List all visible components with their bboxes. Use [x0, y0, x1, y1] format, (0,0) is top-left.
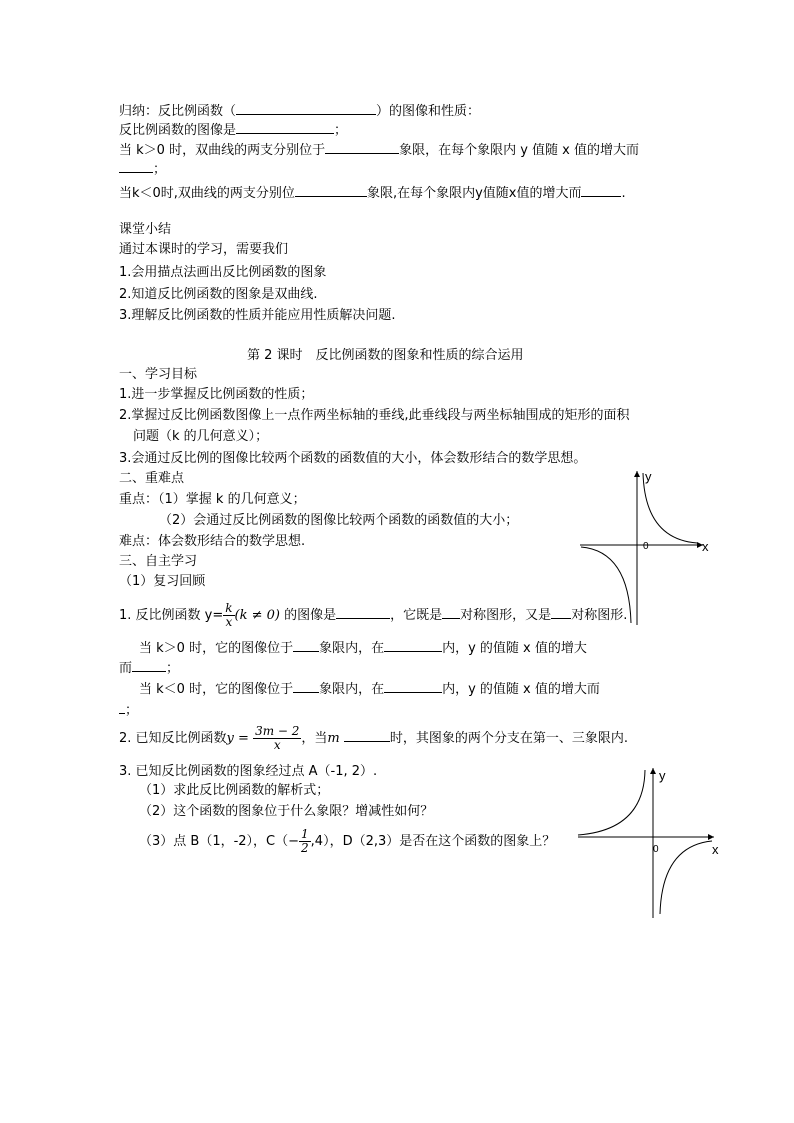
numerator: k	[225, 601, 233, 615]
blank	[132, 658, 166, 672]
lesson-title: 第 2 课时 反比例函数的图象和性质的综合运用	[247, 348, 524, 363]
summary-line-5	[119, 183, 626, 203]
summary-text: .	[621, 186, 626, 201]
summary-line-3	[119, 140, 639, 160]
q3-text: ,4），D（2,3）是否在这个函数的图象上？	[310, 834, 556, 849]
summary-text: 象限,在每个象限内y值随x值的增大而	[366, 186, 582, 201]
y-axis-label: y	[645, 469, 652, 484]
q1-text: ，它既是	[390, 608, 443, 623]
blank	[336, 605, 390, 619]
class-summary-item: 1.会用描点法画出反比例函数的图象	[119, 265, 327, 280]
hyperbola-graph-2	[574, 762, 724, 922]
q1-line-2	[139, 638, 587, 658]
blank	[384, 638, 442, 652]
goal-item: 2.掌握过反比例函数图像上一点作两坐标轴的垂线,此垂线段与两坐标轴围成的矩形的面积	[119, 408, 630, 423]
blank	[295, 183, 367, 197]
q2-m: m	[327, 731, 340, 746]
blank	[236, 120, 334, 134]
goal-item: 问题（k 的几何意义）；	[133, 429, 269, 444]
numerator: 3m − 2	[255, 724, 300, 738]
q2-text: 时，其图象的两个分支在第一、三象限内.	[389, 731, 629, 746]
q1-text: 内，y 的值随 x 值的增大	[442, 641, 587, 656]
summary-line-2	[119, 120, 347, 140]
summary-text: ；	[153, 162, 167, 177]
q1-text: 的图像是	[284, 608, 337, 623]
q1-text: ；	[166, 661, 180, 676]
blank	[344, 728, 390, 742]
q1-text: 象限内，在	[319, 641, 385, 656]
q1-line-1	[119, 602, 627, 629]
fraction-k-over-x	[223, 602, 234, 629]
q1-line-3	[119, 658, 179, 678]
blank	[442, 605, 460, 619]
summary-text: 归纳：反比例函数（	[119, 104, 237, 119]
blank	[551, 605, 571, 619]
class-summary-item: 3.理解反比例函数的性质并能应用性质解决问题.	[119, 308, 396, 323]
difficulty: 难点：体会数形结合的数学思想.	[119, 534, 306, 549]
q1-text: 而	[119, 661, 133, 676]
q1-line-4	[139, 679, 600, 699]
sub-heading: （1）复习回顾	[119, 574, 206, 589]
class-summary-heading: 课堂小结	[119, 222, 172, 237]
hyperbola-branch-lower-right	[660, 841, 712, 914]
q1-text: 当 k＜0 时，它的图像位于	[139, 682, 294, 697]
y-axis-label: y	[659, 768, 666, 783]
fraction-one-half	[299, 828, 311, 855]
q1-text: 当 k＞0 时，它的图像位于	[139, 641, 294, 656]
condition: (k ≠ 0)	[234, 608, 280, 623]
origin-label: 0	[653, 844, 659, 855]
q2-y: y =	[226, 731, 249, 746]
q1-text: 内，y 的值随 x 值的增大而	[442, 682, 600, 697]
q1-text: 象限内，在	[319, 682, 385, 697]
denominator: x	[273, 738, 281, 752]
summary-text: ；	[334, 123, 348, 138]
x-axis-label: x	[702, 539, 709, 554]
section-heading: 一、学习目标	[119, 367, 198, 382]
summary-line-4	[119, 159, 166, 179]
summary-text: 反比例函数的图像是	[119, 123, 237, 138]
blank	[325, 140, 399, 154]
class-summary-item: 2.知道反比例函数的图象是双曲线.	[119, 287, 318, 302]
blank	[119, 159, 153, 173]
q1-text: 对称图形.	[571, 608, 628, 623]
x-axis-label: x	[712, 842, 719, 857]
goal-item: 1.进一步掌握反比例函数的性质；	[119, 387, 314, 402]
q3-text: （3）点 B（1，-2），C（−	[139, 834, 300, 849]
denominator: x	[225, 615, 233, 629]
origin-label: 0	[643, 541, 649, 552]
goal-item: 3.会通过反比例的图像比较两个函数的函数值的大小，体会数形结合的数学思想。	[119, 451, 587, 466]
blank	[293, 679, 319, 693]
summary-text: ）的图像和性质：	[376, 104, 481, 119]
q1-text: ；	[125, 703, 139, 718]
q2-text: 2. 已知反比例函数	[119, 731, 227, 746]
fraction-3m-2-over-x	[253, 725, 301, 752]
hyperbola-branch-upper-left	[578, 770, 645, 835]
blank	[581, 183, 621, 197]
summary-text: 当k＜0时,双曲线的两支分别位	[119, 186, 295, 201]
blank	[384, 679, 442, 693]
summary-line-1	[119, 101, 480, 121]
q2-text: ，当	[301, 731, 328, 746]
q1-line-5	[119, 700, 138, 720]
q1-text: 1. 反比例函数 y=	[119, 608, 224, 623]
summary-text: 象限，在每个象限内 y 值随 x 值的增大而	[399, 143, 639, 158]
denominator: 2	[301, 841, 309, 855]
key-point: 重点：（1）掌握 k 的几何意义；	[119, 492, 306, 507]
q2-line	[119, 724, 628, 754]
q3-line: 3. 已知反比例函数的图象经过点 A（-1, 2）.	[119, 764, 378, 779]
summary-text: 当 k＞0 时，双曲线的两支分别位于	[119, 143, 326, 158]
section-heading: 二、重难点	[119, 471, 185, 486]
q3-part: （1）求此反比例函数的解析式；	[139, 783, 330, 798]
q3-part: （2）这个函数的图象位于什么象限？增减性如何？	[139, 804, 434, 819]
class-summary-intro: 通过本课时的学习，需要我们	[119, 242, 289, 257]
numerator: 1	[301, 827, 309, 841]
blank	[293, 638, 319, 652]
blank	[236, 101, 376, 115]
key-point: （2）会通过反比例函数的图像比较两个函数的函数值的大小；	[159, 513, 519, 528]
q3-part-3	[139, 828, 555, 855]
section-heading: 三、自主学习	[119, 554, 198, 569]
q1-text: 对称图形，又是	[460, 608, 552, 623]
